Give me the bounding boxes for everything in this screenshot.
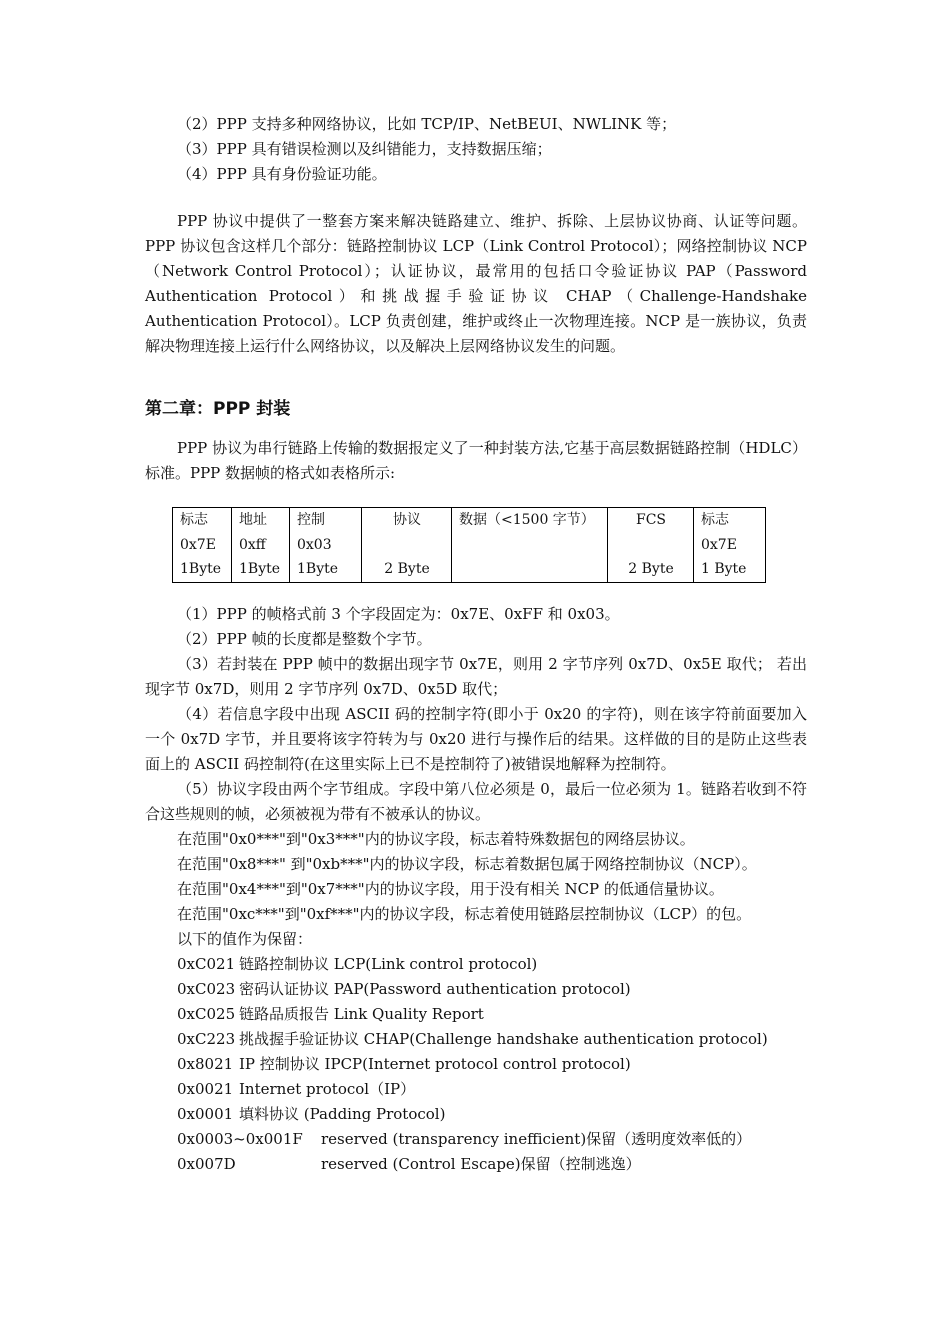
- protocol-code: 0xC025: [177, 1004, 236, 1023]
- protocol-code: 0xC023: [177, 979, 236, 998]
- protocol-description: reserved (Control Escape)保留（控制逃逸）: [321, 1154, 641, 1173]
- list-item: （2）PPP 支持多种网络协议，比如 TCP/IP、NetBEUI、NWLINK 等；: [177, 115, 677, 133]
- list-item: （2）PPP 帧的长度都是整数个字节。: [177, 629, 432, 648]
- intro-paragraph: PPP 协议中提供了一整套方案来解决链路建立、维护、拆除、上层协议协商、认证等问题。PPP 协议包含这样几个部分：链路控制协议 LCP（Link Control Protocol）；网络控制协议 NCP（Network Control Protocol）；认证协议，最常用的包括口令验证协议 PAP（Password Authentication Protocol）和挑战握手验证协议 CHAP（Challenge-Handshake Authentication Protocol）。LCP 负责创建，维护或终止一次物理连接。NCP 是一族协议，负责解决物理连接上运行什么网络协议，以及解决上层网络协议发生的问题。: [145, 212, 807, 355]
- protocol-description: reserved (transparency inefficient)保留（透明度效率低的）: [321, 1129, 752, 1148]
- list-item: 在范围"0xc***"到"0xf***"内的协议字段，标志着使用链路层控制协议（LCP）的包。: [177, 904, 752, 923]
- list-item: 在范围"0x0***"到"0x3***"内的协议字段，标志着特殊数据包的网络层协议。: [177, 829, 695, 848]
- protocol-description: 挑战握手验证协议 CHAP(Challenge handshake authentication protocol): [239, 1029, 768, 1048]
- list-item: 以下的值作为保留：: [177, 929, 313, 948]
- list-item: （5）协议字段由两个字节组成。字段中第八位必须是 0，最后一位必须为 1。链路若收到不符合这些规则的帧，必须被视为带有不被承认的协议。: [145, 779, 807, 823]
- list-item: （4）PPP 具有身份验证功能。: [177, 165, 387, 183]
- protocol-description: 链路控制协议 LCP(Link control protocol): [239, 954, 538, 973]
- rules-list: [145, 602, 807, 827]
- chapter-title: 第二章：PPP 封装: [145, 399, 291, 419]
- list-item: （3）若封装在 PPP 帧中的数据出现字节 0x7E，则用 2 字节序列 0x7D、0x5E 取代； 若出现字节 0x7D，则用 2 字节序列 0x7D、0x5D 取代；: [145, 654, 807, 698]
- table-cell: 标志 0x7E 1 Byte: [694, 508, 766, 583]
- reserved-codes: [145, 952, 807, 1177]
- table-cell: 地址 0xff 1Byte: [232, 508, 290, 583]
- list-item: （4）若信息字段中出现 ASCII 码的控制字符(即小于 0x20 的字符)，则在该字符前面要加入一个 0x7D 字节，并且要将该字符转为与 0x20 进行与操作后的结果。这样做的目的是防止这些表面上的 ASCII 码控制符(在这里实际上已不是控制符了)被错误地解释为控制符。: [145, 704, 807, 773]
- list-item: [145, 1052, 807, 1077]
- table-cell: 数据（<1500 字节）: [452, 508, 608, 583]
- protocol-code: 0xC021: [177, 954, 236, 973]
- list-item: 在范围"0x8***" 到"0xb***"内的协议字段，标志着数据包属于网络控制协议（NCP）。: [177, 854, 757, 873]
- list-item: [145, 1027, 807, 1052]
- list-item: 在范围"0x4***"到"0x7***"内的协议字段，用于没有相关 NCP 的低通信量协议。: [177, 879, 724, 898]
- protocol-ranges: [145, 827, 807, 952]
- document-page: [145, 112, 807, 1177]
- protocol-description: 密码认证协议 PAP(Password authentication protocol): [239, 979, 631, 998]
- protocol-description: IP 控制协议 IPCP(Internet protocol control protocol): [239, 1054, 631, 1073]
- table-cell: 标志 0x7E 1Byte: [173, 508, 232, 583]
- list-item: [145, 977, 807, 1002]
- list-item: [145, 1077, 807, 1102]
- intro-list: [145, 112, 807, 187]
- chapter-paragraph: PPP 协议为串行链路上传输的数据报定义了一种封装方法,它基于高层数据链路控制（HDLC）标准。PPP 数据帧的格式如表格所示:: [145, 439, 807, 482]
- protocol-code: 0x0001: [177, 1104, 234, 1123]
- table-cell: 控制 0x03 1Byte: [290, 508, 362, 583]
- protocol-description: 填料协议 (Padding Protocol): [239, 1104, 446, 1123]
- list-item: [145, 1002, 807, 1027]
- list-item: [145, 952, 807, 977]
- frame-format-table: [172, 507, 766, 583]
- list-item: （1）PPP 的帧格式前 3 个字段固定为：0x7E、0xFF 和 0x03。: [177, 604, 620, 623]
- list-item: [145, 1152, 807, 1177]
- protocol-description: 链路品质报告 Link Quality Report: [239, 1004, 484, 1023]
- table-cell: FCS 2 Byte: [608, 508, 694, 583]
- protocol-code: 0x8021: [177, 1054, 234, 1073]
- protocol-code: 0xC223: [177, 1029, 236, 1048]
- list-item: （3）PPP 具有错误检测以及纠错能力，支持数据压缩；: [177, 140, 552, 158]
- protocol-code: 0x0003~0x001F: [177, 1129, 303, 1148]
- protocol-code: 0x007D: [177, 1154, 236, 1173]
- table-cell: 协议 2 Byte: [362, 508, 452, 583]
- list-item: [145, 1102, 807, 1127]
- list-item: [145, 1127, 807, 1152]
- protocol-description: Internet protocol（IP）: [239, 1079, 416, 1098]
- protocol-code: 0x0021: [177, 1079, 234, 1098]
